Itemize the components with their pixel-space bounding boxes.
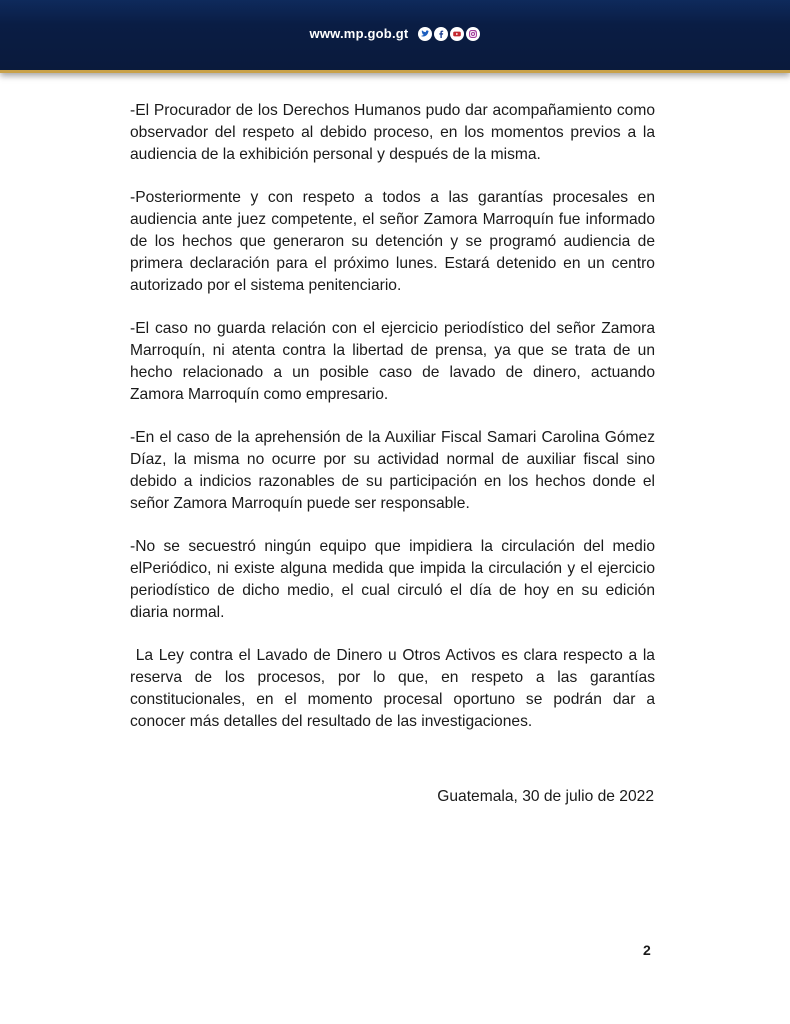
paragraph-pdh-observer: -El Procurador de los Derechos Humanos pudo dar acompañamiento como observador del respeto al debido proceso, en los momentos previos a la audiencia de la exhibición personal y después de la misma. xyxy=(130,102,655,163)
youtube-icon[interactable] xyxy=(450,27,464,41)
paragraph-hearing: -Posteriormente y con respeto a todos a las garantías procesales en audiencia ante juez competente, el señor Zamora Marroquín fue informado de los hechos que generaron su detención y se programó audiencia de primera declaración para el próximo lunes. Estará detenido en un centro autorizado por el sistema penitenciario. xyxy=(130,189,655,294)
header-contact-bar xyxy=(0,26,790,41)
facebook-icon[interactable] xyxy=(434,27,448,41)
page-header xyxy=(0,0,790,73)
instagram-icon[interactable] xyxy=(466,27,480,41)
paragraph-press-freedom: -El caso no guarda relación con el ejercicio periodístico del señor Zamora Marroquín, ni atenta contra la libertad de prensa, ya que se trata de un hecho relacionado a un posible caso de lavado de dinero, actuando Zamora Marroquín como empresario. xyxy=(130,320,655,403)
social-icons xyxy=(418,27,480,41)
paragraph-law-reserve: La Ley contra el Lavado de Dinero u Otros Activos es clara respecto a la reserva de los procesos, por lo que, en respeto a las garantías constitucionales, en el momento procesal oportuno se podrán dar a conocer más detalles del resultado de las investigaciones. xyxy=(130,647,660,730)
twitter-icon[interactable] xyxy=(418,27,432,41)
paragraph-no-seizure: -No se secuestró ningún equipo que impidiera la circulación del medio elPeriódico, ni existe alguna medida que impida la circulación y el ejercicio periodístico de dicho medio, el cual circuló el día de hoy en su edición diaria normal. xyxy=(130,538,655,621)
place-and-date: Guatemala, 30 de julio de 2022 xyxy=(437,788,654,805)
document-body xyxy=(130,100,660,754)
website-link[interactable]: www.mp.gob.gt xyxy=(309,26,409,41)
paragraph-auxiliary-prosecutor: -En el caso de la aprehensión de la Auxiliar Fiscal Samari Carolina Gómez Díaz, la misma no ocurre por su actividad normal de auxiliar fiscal sino debido a indicios razonables de su participación en los hechos donde el señor Zamora Marroquín puede ser responsable. xyxy=(130,429,655,512)
page-number: 2 xyxy=(643,942,651,958)
